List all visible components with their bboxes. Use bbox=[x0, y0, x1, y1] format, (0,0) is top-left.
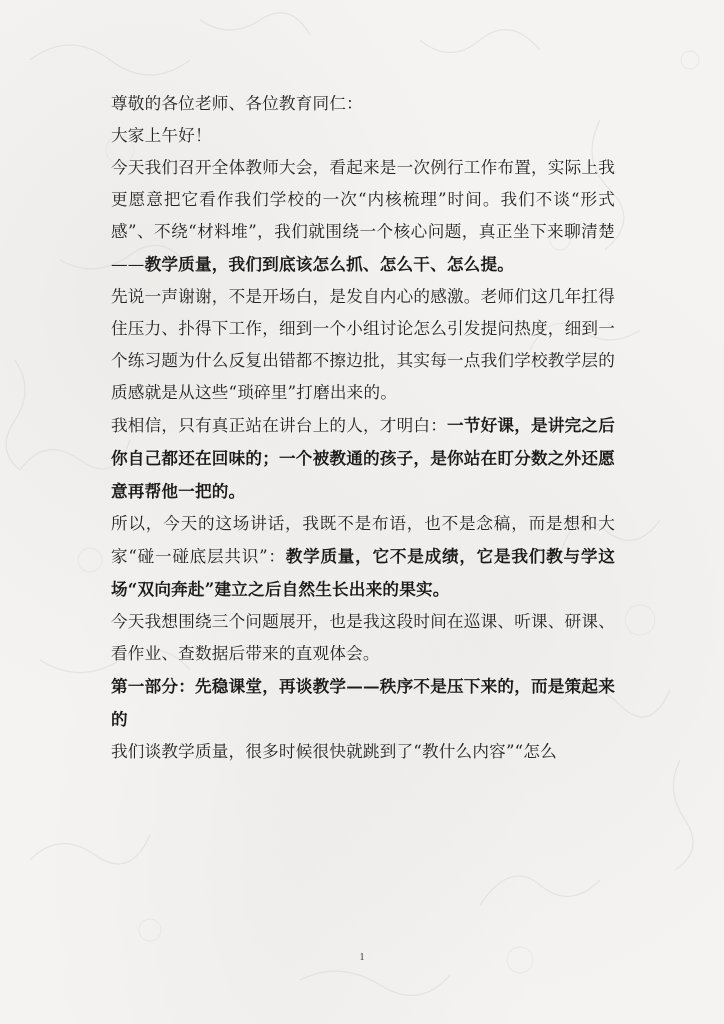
bold-text: 教学质量，我们到底该怎么抓、怎么干、怎么提。 bbox=[144, 254, 515, 274]
page-number: 1 bbox=[359, 952, 365, 963]
paragraph-belief: 我相信，只有真正站在讲台上的人，才明白：一节好课，是讲完之后你自己都还在回味的；一个被教通的孩子，是你站在盯分数之外还愿意再帮他一把的。 bbox=[111, 415, 616, 501]
bold-text: 第一部分：先稳课堂，再谈教学——秩序不是压下来的，而是策起来的 bbox=[111, 676, 615, 729]
salutation: 大家上午好！ bbox=[111, 126, 212, 145]
paragraph-section1-start: 我们谈教学质量，很多时候很快就跳到了“教什么内容”“怎么 bbox=[111, 742, 557, 761]
bold-text: 一节好课，是讲完之后你自己都还在回味的；一个被教通的孩子，是你站在盯分数之外还愿意再帮他一把的。 bbox=[111, 415, 616, 501]
document-body bbox=[111, 88, 615, 768]
bold-text: 教学质量，它不是成绩，它是我们教与学这场“双向奔赴”建立之后自然生长出来的果实。 bbox=[111, 546, 615, 599]
greeting: 尊敬的各位老师、各位教育同仁： bbox=[111, 94, 363, 113]
paragraph-intro: 今天我们召开全体教师大会，看起来是一次例行工作布置，实际上我更愿意把它看作我们学校的一次“内核梳理”时间。我们不谈“形式感”、不绕“材料堆”，我们就围绕一个核心问题，真正坐下来聊清楚——教学质量，我们到底该怎么抓、怎么干、怎么提。 bbox=[111, 158, 615, 274]
paragraph-thanks: 先说一声谢谢，不是开场白，是发自内心的感激。老师们这几年扛得住压力、扑得下工作，细到一个小组讨论怎么引发提问热度，细到一个练习题为什么反复出错都不擦边批，其实每一点我们学校教学层的质感就是从这些“琐碎里”打磨出来的。 bbox=[111, 287, 615, 402]
paragraph-consensus: 所以，今天的这场讲话，我既不是布语，也不是念稿，而是想和大家“碰一碰底层共识”：教学质量，它不是成绩，它是我们教与学这场“双向奔赴”建立之后自然生长出来的果实。 bbox=[111, 514, 615, 599]
section-heading-1 bbox=[111, 670, 615, 736]
paragraph-outline: 今天我想围绕三个问题展开，也是我这段时间在巡课、听课、研课、看作业、查数据后带来的直观体会。 bbox=[111, 612, 615, 663]
